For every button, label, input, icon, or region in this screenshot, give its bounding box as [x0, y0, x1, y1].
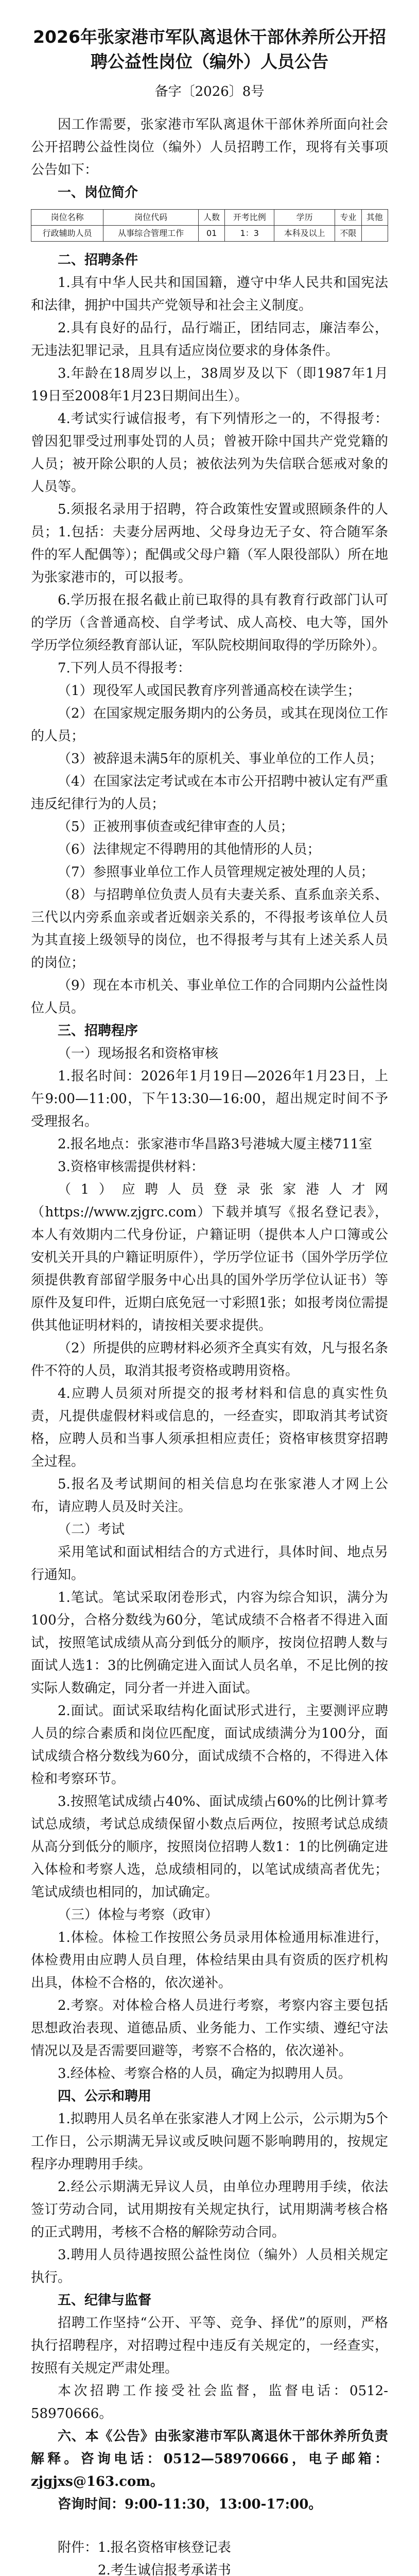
paragraph: （7）参照事业单位工作人员管理规定被处理的人员；: [58, 865, 374, 880]
attachments: [31, 2536, 388, 2576]
attachment-1: 附件：1.报名资格审核登记表: [58, 2540, 231, 2555]
paragraph: 1.笔试。笔试采取闭卷形式，内容为综合知识，满分为100分，合格分数线为60分，笔试成绩不合格者不得进入面试，按照笔试成绩从高分到低分的顺序，按岗位招聘人数与面试人选1：3的比例确定进入面试人员名单，不足比例的按实际人数确定，同分者一并进入面试。: [31, 1590, 388, 1696]
table-header-cell: 岗位代码: [103, 210, 199, 226]
paragraph: 3.资格审核需提供材料：: [58, 1159, 204, 1175]
paragraph: （9）现在本市机关、事业单位工作的合同期内公益性岗位人员。: [31, 978, 388, 1016]
table-cell: 行政辅助人员: [31, 226, 103, 242]
table-header-cell: 专业: [335, 210, 361, 226]
exam-body: [31, 1541, 388, 1904]
paragraph: （2）所提供的应聘材料必须齐全真实有效，凡与报名条件不符的人员，取消其报考资格或聘用资格。: [31, 1341, 388, 1379]
paragraph: 2.具有良好的品行，品行端正，团结同志，廉洁奉公，无违法犯罪记录，且具有适应岗位要求的身体条件。: [31, 320, 388, 359]
paragraph: 2.考察。对体检合格人员进行考察，考察内容主要包括思想政治表现、道德品质、业务能力、工作实绩、遵纪守法情况以及是否需要回避等，考察不合格的，依次递补。: [31, 1998, 388, 2059]
table-cell: [361, 226, 388, 242]
paragraph: 4.考试实行诚信报考，有下列情形之一的，不得报考：曾因犯罪受过刑事处罚的人员；曾被开除中国共产党党籍的人员；被开除公职的人员；被依法列为失信联合惩戒对象的人员等。: [31, 411, 388, 495]
section-2-heading: 二、招聘条件: [58, 252, 138, 268]
table-header-cell: 岗位名称: [31, 210, 103, 226]
table-header-cell: 人数: [198, 210, 224, 226]
subsection-check: （三）体检与考察（政审）: [58, 1907, 219, 1923]
check-body: [31, 1926, 388, 2085]
subsection-registration: （一）现场报名和资格审核: [58, 1046, 219, 1061]
table-cell: 1：3: [225, 226, 274, 242]
page-title: 2026年张家港市军队离退休干部休养所公开招聘公益性岗位（编外）人员公告: [33, 27, 386, 72]
paragraph: 1.拟聘用人员名单在张家港人才网上公示，公示期为5个工作日，公示期满无异议或反映问题不影响聘用的，按规定程序办理聘用手续。: [31, 2111, 388, 2172]
paragraph: 5.报名及考试期间的相关信息均在张家港人才网上公布，请应聘人员及时关注。: [31, 1477, 388, 1515]
paragraph: 1.体检。体检工作按照公务员录用体检通用标准进行，体检费用由应聘人员自理，体检结果由具有资质的医疗机构出具，体检不合格的，依次递补。: [31, 1930, 388, 1991]
table-header-cell: 开考比例: [225, 210, 274, 226]
paragraph: 采用笔试和面试相结合的方式进行，具体时间、地点另行通知。: [31, 1545, 388, 1583]
table-header-cell: 其他: [361, 210, 388, 226]
paragraph: 1.报名时间：2026年1月19日—2026年1月23日，上午9:00—11:00，下午13:30—16:00，超出规定时间不予受理报名。: [31, 1069, 388, 1129]
subsection-exam: （二）考试: [58, 1522, 125, 1537]
table-cell: 01: [198, 226, 224, 242]
table-cell: 本科及以上: [274, 226, 335, 242]
paragraph: 4.应聘人员须对所提交的报考材料和信息的真实性负责，凡提供虚假材料或信息的，一经查实，即取消其考试资格，应聘人员和当事人须承担相应责任；资格审核贯穿招聘全过程。: [31, 1386, 388, 1469]
section-6-paragraph: 六、本《公告》由张家港市军队离退休干部休养所负责解释。咨询电话：0512—58970666，电子邮箱：zjgjxs@163.com。: [31, 2429, 388, 2489]
paragraph: 3.聘用人员待遇按照公益性岗位（编外）人员相关规定执行。: [31, 2247, 388, 2285]
paragraph: 3.年龄在18周岁以上，38周岁及以下（即1987年1月19日至2008年1月23日期间出生）。: [31, 366, 388, 404]
paragraph: （8）与招聘单位负责人员有夫妻关系、直系血亲关系、三代以内旁系血亲或者近姻亲关系的，不得报考该单位人员为其直接上级领导的岗位，也不得报考与其有上述关系人员的岗位；: [31, 887, 388, 971]
paragraph: （6）法律规定不得聘用的其他情形的人员；: [58, 842, 321, 857]
position-table-header: [31, 210, 388, 226]
paragraph: 5.须报名录用于招聘，符合政策性安置或照顾条件的人员；1.包括：夫妻分居两地、父母身边无子女、符合随军条件的军人配偶等）；配偶或父母户籍（军人限役部队）所在地为张家港市的，可以报考。: [31, 502, 388, 585]
paragraph: （1）现役军人或国民教育序列普通高校在读学生；: [58, 683, 361, 699]
paragraph: 招聘工作坚持“公开、平等、竞争、择优”的原则，严格执行招聘程序，对招聘过程中违反有关规定的，一经查实，按照有关规定严肃处理。: [31, 2315, 388, 2376]
paragraph: （4）在国家法定考试或在本市公开招聘中被认定有严重违反纪律行为的人员；: [31, 774, 388, 812]
table-header-cell: 学历: [274, 210, 335, 226]
paragraph: 2.经公示期满无异议人员，由单位办理聘用手续，依法签订劳动合同，试用期按有关规定执行，试用期满考核合格的正式聘用，考核不合格的解除劳动合同。: [31, 2179, 388, 2240]
attachment-2: 2.考生诚信报考承诺书: [98, 2563, 231, 2576]
paragraph: 7.下列人员不得报考：: [58, 660, 191, 676]
paragraph: 本次招聘工作接受社会监督，监督电话：0512-58970666。: [31, 2383, 388, 2421]
section-4-heading: 四、公示和聘用: [58, 2089, 152, 2104]
table-row: [31, 226, 388, 242]
paragraph: 2.面试。面试采取结构化面试形式进行，主要测评应聘人员的综合素质和岗位匹配度，面试成绩满分为100分，面试成绩合格分数线为60分，面试成绩不合格的，不得进入体检和考察环节。: [31, 1703, 388, 1787]
section-3-heading: 三、招聘程序: [58, 1023, 138, 1039]
document-number: 备字〔2026〕8号: [154, 84, 265, 99]
position-table: [31, 209, 388, 242]
discipline-body: [31, 2312, 388, 2425]
paragraph: （1）应聘人员登录张家港人才网（https://www.zjgrc.com）下载并填写《报名登记表》，本人有效期内二代身份证，户籍证明（提供本人户口簿或公安机关开具的户籍证明原件），学历学位证书（国外学历学位须提供教育部留学服务中心出具的国外学历学位认证书）等原件及复印件，近期白底免冠一寸彩照1张；如报考岗位需提供其他证明材料的，请按相关要求提供。: [31, 1182, 388, 1333]
section-1-heading: 一、岗位简介: [58, 185, 138, 200]
section-2-body: [31, 272, 388, 1020]
hire-body: [31, 2108, 388, 2289]
paragraph: 1.具有中华人民共和国国籍，遵守中华人民共和国宪法和法律，拥护中国共产党领导和社会主义制度。: [31, 275, 388, 313]
paragraph: （3）被辞退未满5年的原机关、事业单位的工作人员；: [58, 751, 383, 767]
paragraph: 2.报名地点：张家港市华昌路3号港城大厦主楼711室: [58, 1137, 372, 1152]
paragraph: 3.经体检、考察合格的人员，确定为拟聘用人员。: [58, 2066, 352, 2081]
table-cell: 不限: [335, 226, 361, 242]
consult-time: 咨询时间：9:00-11:30，13:00-17:00。: [58, 2497, 322, 2512]
table-cell: 从事综合管理工作: [103, 226, 199, 242]
intro-paragraph: 因工作需要，张家港市军队离退休干部休养所面向社会公开招聘公益性岗位（编外）人员招聘工作，现将有关事项公告如下：: [31, 117, 388, 178]
paragraph: （5）正被刑事侦查或纪律审查的人员；: [58, 819, 294, 835]
paragraph: 3.按照笔试成绩占40%、面试成绩占60%的比例计算考试总成绩，考试总成绩保留小数点后两位，按照考试总成绩从高分到低分的顺序，按照岗位招聘人数1：1的比例确定进入体检和考察人选，总成绩相同的，以笔试成绩高者优先；笔试成绩也相同的，加试确定。: [31, 1794, 388, 1900]
paragraph: 6.学历报在报名截止前已取得的具有教育行政部门认可的学历（含普通高校、自学考试、成人高校、电大等，国外学历学位须经教育部认证，军队院校期间取得的学历除外）。: [31, 592, 388, 653]
registration-body: [31, 1065, 388, 1518]
paragraph: （2）在国家规定服务期内的公务员，或其在现岗位工作的人员；: [31, 706, 388, 744]
section-5-heading: 五、纪律与监督: [58, 2293, 152, 2308]
